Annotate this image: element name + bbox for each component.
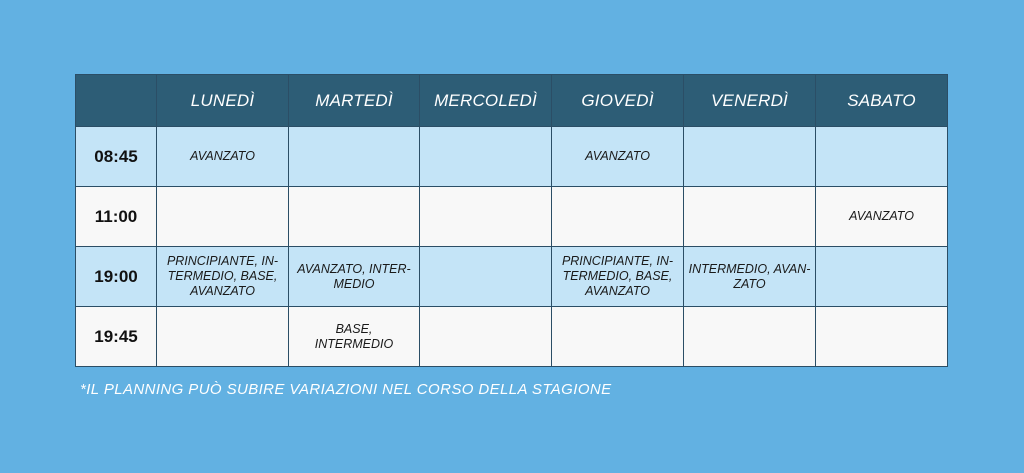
class-level-text: PRINCIPIANTE, IN- bbox=[166, 254, 279, 268]
schedule-cell-mercoledi bbox=[420, 187, 552, 247]
time-label: 11:00 bbox=[76, 187, 157, 247]
time-label: 19:00 bbox=[76, 247, 157, 307]
class-level-text: INTERMEDIO, AVAN- bbox=[688, 261, 811, 276]
schedule-cell-sabato bbox=[816, 127, 948, 187]
class-level-text: PRINCIPIANTE, IN- bbox=[561, 254, 674, 268]
time-label: 19:45 bbox=[76, 307, 157, 367]
schedule-row bbox=[76, 247, 948, 307]
schedule-cell-mercoledi bbox=[420, 127, 552, 187]
schedule-cell-giovedi bbox=[552, 127, 684, 187]
schedule-cell-martedi bbox=[289, 307, 420, 367]
schedule-body bbox=[76, 127, 948, 367]
header-row bbox=[76, 75, 948, 127]
schedule-cell-sabato bbox=[816, 187, 948, 247]
schedule-cell-sabato bbox=[816, 247, 948, 307]
schedule-cell-martedi bbox=[289, 187, 420, 247]
class-level-text: BASE, bbox=[335, 321, 373, 336]
class-level-text: MEDIO bbox=[333, 276, 375, 291]
schedule-cell-lunedi bbox=[157, 187, 289, 247]
day-header-giovedi: GIOVEDÌ bbox=[552, 75, 684, 127]
class-level-text: ZATO bbox=[733, 276, 766, 291]
schedule-cell-venerdi bbox=[684, 187, 816, 247]
schedule-row bbox=[76, 127, 948, 187]
schedule-cell-martedi bbox=[289, 127, 420, 187]
day-header-sabato: SABATO bbox=[816, 75, 948, 127]
schedule-cell-sabato bbox=[816, 307, 948, 367]
schedule-cell-lunedi bbox=[157, 247, 289, 307]
schedule-cell-venerdi bbox=[684, 127, 816, 187]
class-level-text: AVANZATO bbox=[585, 149, 650, 163]
schedule-table bbox=[75, 74, 948, 367]
schedule-note: *IL PLANNING PUÒ SUBIRE VARIAZIONI NEL CORSO DELLA STAGIONE bbox=[80, 381, 612, 398]
schedule-cell-lunedi bbox=[157, 307, 289, 367]
schedule-cell-mercoledi bbox=[420, 247, 552, 307]
time-label: 08:45 bbox=[76, 127, 157, 187]
schedule-cell-giovedi bbox=[552, 247, 684, 307]
class-level-text: INTERMEDIO bbox=[314, 336, 394, 351]
day-header-venerdi: VENERDÌ bbox=[684, 75, 816, 127]
schedule-row bbox=[76, 187, 948, 247]
schedule-cell-lunedi bbox=[157, 127, 289, 187]
schedule-cell-venerdi bbox=[684, 307, 816, 367]
class-level-text: AVANZATO bbox=[849, 209, 914, 223]
class-level-text: TERMEDIO, BASE, bbox=[562, 269, 673, 283]
corner-cell bbox=[76, 75, 157, 127]
class-level-text: TERMEDIO, BASE, bbox=[167, 269, 278, 283]
schedule-cell-giovedi bbox=[552, 187, 684, 247]
schedule-cell-martedi bbox=[289, 247, 420, 307]
day-header-lunedi: LUNEDÌ bbox=[157, 75, 289, 127]
class-level-text: AVANZATO bbox=[190, 284, 255, 298]
schedule-cell-mercoledi bbox=[420, 307, 552, 367]
schedule-cell-giovedi bbox=[552, 307, 684, 367]
day-header-mercoledi: MERCOLEDÌ bbox=[420, 75, 552, 127]
schedule-row bbox=[76, 307, 948, 367]
class-level-text: AVANZATO bbox=[190, 149, 255, 163]
class-level-text: AVANZATO bbox=[585, 284, 650, 298]
class-level-text: AVANZATO, INTER- bbox=[297, 261, 411, 276]
schedule-cell-venerdi bbox=[684, 247, 816, 307]
day-header-martedi: MARTEDÌ bbox=[289, 75, 420, 127]
